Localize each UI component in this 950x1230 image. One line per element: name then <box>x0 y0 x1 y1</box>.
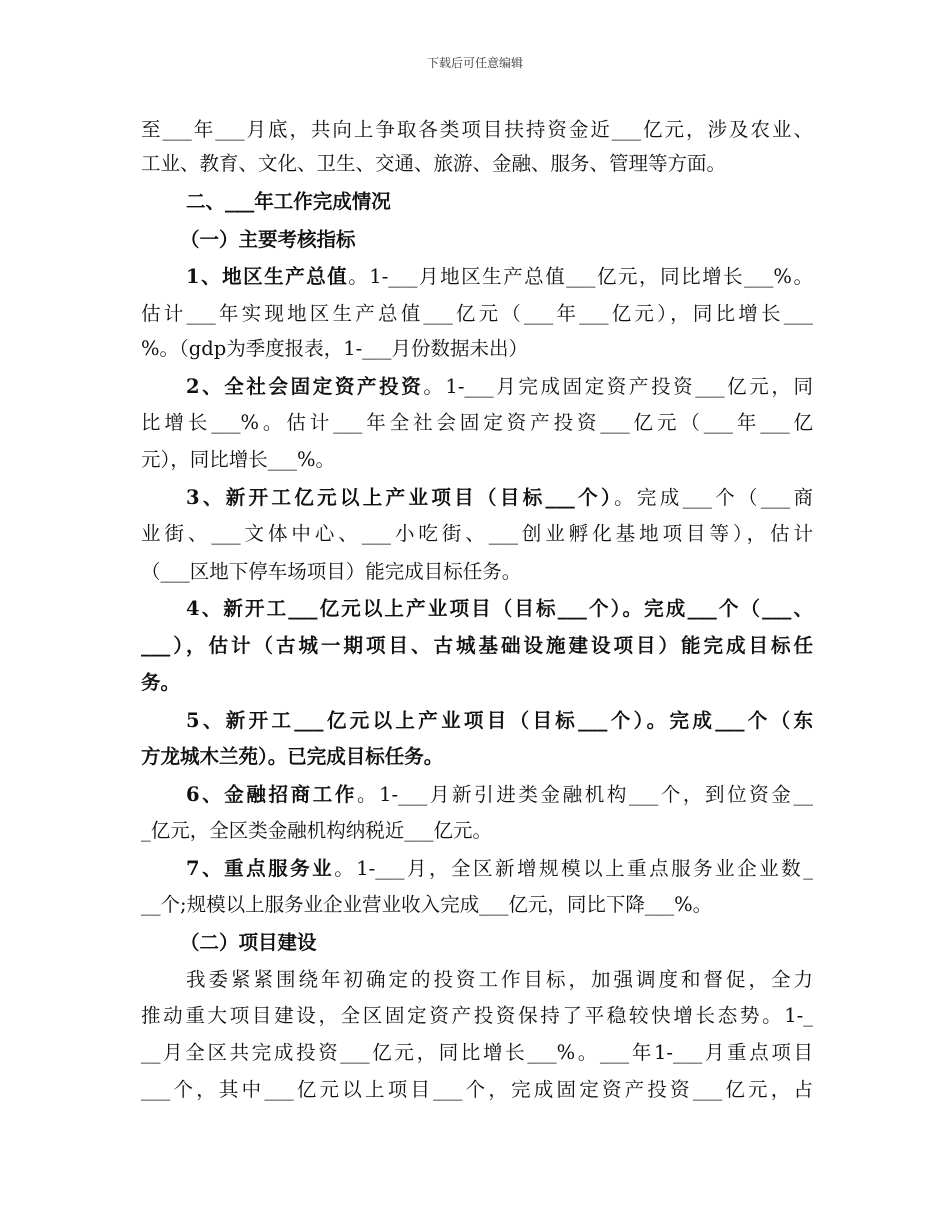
paragraph-line: 我委紧紧围绕年初确定的投资工作目标，加强调度和督促，全力 <box>186 968 813 991</box>
paragraph-line: 至___年___月底，共向上争取各类项目扶持资金近___亿元，涉及农业、 <box>141 118 813 141</box>
paragraph-line: _亿元，全区类金融机构纳税近___亿元。 <box>141 819 493 842</box>
paragraph-line: 方龙城木兰苑）。已完成目标任务。 <box>141 745 444 768</box>
item-title: 3、新开工亿元以上产业项目（目标___个） <box>186 486 615 509</box>
paragraph-line: ___），估计（古城一期项目、古城基础设施建设项目）能完成目标任 <box>141 634 813 657</box>
item-title: 6、金融招商工作 <box>186 783 357 806</box>
page-header: 下载后可任意编辑 <box>426 56 523 70</box>
paragraph-line: 比增长___%。估计___年全社会固定资产投资___亿元（___年___亿 <box>141 411 813 434</box>
paragraph-line: ___个，其中___亿元以上项目___个，完成固定资产投资___亿元，占 <box>141 1078 813 1101</box>
subsection-heading: （二）项目建设 <box>180 931 317 954</box>
paragraph-line: 务。 <box>141 671 181 694</box>
paragraph-line: 推动重大项目建设，全区固定资产投资保持了平稳较快增长态势。1-_ <box>141 1004 813 1027</box>
item-title: 1、地区生产总值 <box>186 265 349 288</box>
paragraph-line: （___区地下停车场项目）能完成目标任务。 <box>141 560 522 583</box>
paragraph-line: __个;规模以上服务业企业营业收入完成___亿元，同比下降___%。 <box>141 893 713 916</box>
paragraph-line: 工业、教育、文化、卫生、交通、旅游、金融、服务、管理等方面。 <box>141 152 727 175</box>
item-title: 2、全社会固定资产投资 <box>186 375 424 398</box>
paragraph-line: 3、新开工亿元以上产业项目（目标___个）。完成___个（___商 <box>186 486 813 509</box>
item-title: 7、重点服务业 <box>186 857 335 880</box>
paragraph-line: 估计___年实现地区生产总值___亿元（___年___亿元），同比增长___ <box>141 302 813 325</box>
paragraph-line: 7、重点服务业。1-___月，全区新增规模以上重点服务业企业数_ <box>186 857 813 880</box>
section-heading: 二、___年工作完成情况 <box>186 190 391 213</box>
paragraph-line: 1、地区生产总值。1-___月地区生产总值___亿元，同比增长___%。 <box>186 265 813 288</box>
paragraph-line: %。（gdp为季度报表，1-___月份数据未出） <box>141 337 528 360</box>
subsection-heading: （一）主要考核指标 <box>180 228 356 251</box>
paragraph-line: 6、金融招商工作。1-___月新引进类金融机构___个，到位资金__ <box>186 783 813 806</box>
paragraph-line: 2、全社会固定资产投资。1-___月完成固定资产投资___亿元，同 <box>186 375 813 398</box>
paragraph-line: 4、新开工___亿元以上产业项目（目标___个）。完成___个（___、 <box>186 597 813 620</box>
paragraph-line: 元），同比增长___%。 <box>141 448 336 471</box>
paragraph-line: 5、新开工___亿元以上产业项目（目标___个）。完成___个（东 <box>186 709 813 732</box>
paragraph-line: __月全区共完成投资___亿元，同比增长___%。___年1-___月重点项目 <box>141 1041 813 1064</box>
paragraph-line: 业街、___文体中心、___小吃街、___创业孵化基地项目等），估计 <box>141 522 813 545</box>
